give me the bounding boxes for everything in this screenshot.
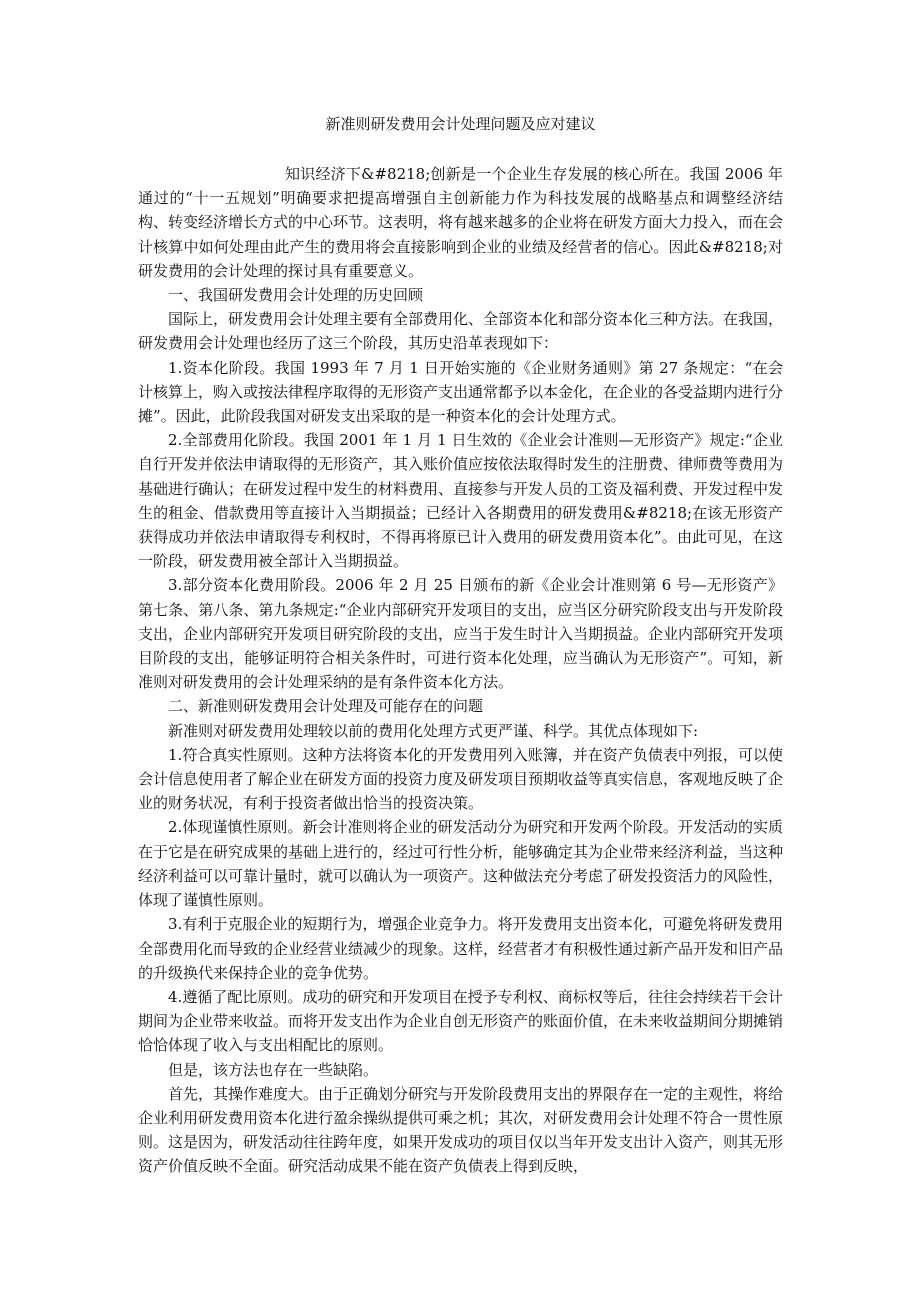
paragraph: 2.体现谨慎性原则。新会计准则将企业的研发活动分为研究和开发两个阶段。开发活动的实质在于它是在研究成果的基础上进行的，经过可行性分析，能够确定其为企业带来经济利益，当这种经济利益可以可靠计量时，就可以确认为一项资产。这种做法充分考虑了研发投资活力的风险性，体现了谨慎性原则。 — [138, 818, 784, 910]
paragraph: 国际上，研发费用会计处理主要有全部费用化、全部资本化和部分资本化三种方法。在我国，研发费用会计处理也经历了这三个阶段，其历史沿革表现如下： — [138, 310, 784, 353]
paragraph: 1.符合真实性原则。这种方法将资本化的开发费用列入账簿，并在资产负债表中列报，可以使会计信息使用者了解企业在研发方面的投资力度及研发项目预期收益等真实信息，客观地反映了企业的财务状况，有利于投资者做出恰当的投资决策。 — [138, 745, 784, 813]
paragraph: 1.资本化阶段。我国 1993 年 7 月 1 日开始实施的《企业财务通则》第 27 条规定：“在会计核算上，购入或按法律程序取得的无形资产支出通常都予以本金化，在企业的各受益期内进行分摊”。因此，此阶段我国对研发支出采取的是一种资本化的会计处理方式。 — [138, 358, 784, 426]
paragraph: 3.部分资本化费用阶段。2006 年 2 月 25 日颁布的新《企业会计准则第 6 号—无形资产》第七条、第八条、第九条规定:“企业内部研究开发项目的支出，应当区分研究阶段支出与开发阶段支出，企业内部研究开发项目研究阶段的支出，应当于发生时计入当期损益。企业内部研究开发项目阶段的支出，能够证明符合相关条件时，可进行资本化处理，应当确认为无形资产”。可知，新准则对研发费用的会计处理采纳的是有条件资本化方法。 — [138, 576, 784, 692]
paragraph: 首先，其操作难度大。由于正确划分研究与开发阶段费用支出的界限存在一定的主观性，将给企业利用研发费用资本化进行盈余操纵提供可乘之机；其次，对研发费用会计处理不符合一贯性原则。这是因为，研发活动往往跨年度，如果开发成功的项目仅以当年开发支出计入资产，则其无形资产价值反映不全面。研究活动成果不能在资产负债表上得到反映， — [138, 1084, 784, 1176]
document-title: 新准则研发费用会计处理问题及应对建议 — [325, 115, 596, 133]
paragraph: 2.全部费用化阶段。我国 2001 年 1 月 1 日生效的《企业会计准则—无形资产》规定:“企业自行开发并依法申请取得的无形资产，其入账价值应按依法取得时发生的注册费、律师费等费用为基础进行确认；在研发过程中发生的材料费用、直接参与开发人员的工资及福利费、开发过程中发生的租金、借款费用等直接计入当期损益；已经计入各期费用的研发费用&#8218;在该无形资产获得成功并依法申请取得专利权时，不得再将原已计入费用的研发费用资本化”。由此可见，在这一阶段，研发费用被全部计入当期损益。 — [138, 431, 784, 571]
paragraph: 新准则对研发费用处理较以前的费用化处理方式更严谨、科学。其优点体现如下: — [168, 721, 699, 740]
section-heading-1: 一、我国研发费用会计处理的历史回顾 — [168, 286, 424, 305]
paragraph-intro: 知识经济下&#8218;创新是一个企业生存发展的核心所在。我国 2006 年通过的“十一五规划”明确要求把提高增强自主创新能力作为科技发展的战略基点和调整经济结构、转变经济增长方式的中心环节。这表明，将有越来越多的企业将在研发方面大力投入，而在会计核算中如何处理由此产生的费用将会直接影响到企业的业绩及经营者的信心。因此&#8218;对研发费用的会计处理的探讨具有重要意义。 — [138, 165, 784, 280]
paragraph: 3.有利于克服企业的短期行为，增强企业竞争力。将开发费用支出资本化，可避免将研发费用全部费用化而导致的企业经营业绩减少的现象。这样，经营者才有积极性通过新产品开发和旧产品的升级换代来保持企业的竞争优势。 — [138, 915, 784, 982]
section-heading-2: 二、新准则研发费用会计处理及可能存在的问题 — [168, 697, 484, 716]
paragraph: 4.遵循了配比原则。成功的研究和开发项目在授予专利权、商标权等后，往往会持续若干会计期间为企业带来收益。而将开发支出作为企业自创无形资产的账面价值，在未来收益期间分期摊销恰恰体现了收入与支出相配比的原则。 — [138, 987, 784, 1055]
paragraph: 但是，该方法也存在一些缺陷。 — [168, 1060, 379, 1079]
document-page — [138, 112, 783, 1179]
